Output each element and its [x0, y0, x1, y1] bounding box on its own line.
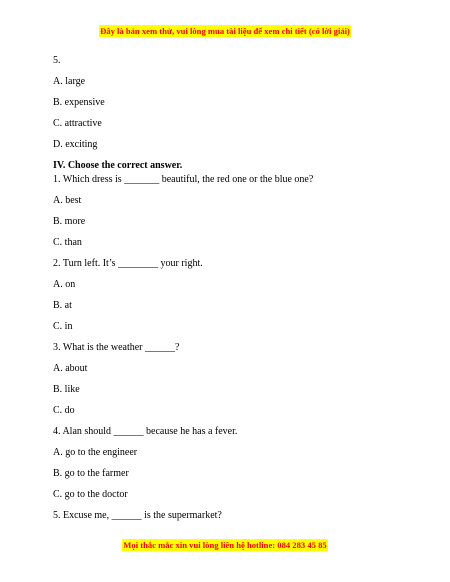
hotline-notice-text: Mọi thắc mắc xin vui lòng liên hệ hotline: 084 283 45 85	[123, 540, 327, 550]
answer-option: C. do	[53, 405, 75, 416]
question-number: 5.	[53, 55, 61, 66]
answer-option: D. exciting	[53, 139, 98, 150]
question-text: 1. Which dress is _______ beautiful, the red one or the blue one?	[53, 174, 314, 185]
answer-option: A. best	[53, 195, 82, 206]
answer-option: A. about	[53, 363, 88, 374]
answer-option: C. in	[53, 321, 73, 332]
answer-option: A. large	[53, 76, 86, 87]
answer-option: C. than	[53, 237, 82, 248]
worksheet-content	[53, 55, 420, 531]
answer-option: C. attractive	[53, 118, 102, 129]
question-text: 4. Alan should ______ because he has a fever.	[53, 426, 238, 437]
hotline-notice-banner	[0, 541, 450, 550]
answer-option: B. at	[53, 300, 72, 311]
section-heading: IV. Choose the correct answer.	[53, 160, 183, 171]
answer-option: B. like	[53, 384, 80, 395]
answer-option: B. more	[53, 216, 86, 227]
question-text: 5. Excuse me, ______ is the supermarket?	[53, 510, 222, 521]
answer-option: B. go to the farmer	[53, 468, 129, 479]
answer-option: B. expensive	[53, 97, 105, 108]
answer-option: A. on	[53, 279, 76, 290]
answer-option: C. go to the doctor	[53, 489, 128, 500]
preview-notice-banner	[0, 27, 450, 36]
question-text: 3. What is the weather ______?	[53, 342, 180, 353]
answer-option: A. go to the engineer	[53, 447, 138, 458]
preview-notice-text: Đây là bản xem thử, vui lòng mua tài liệu để xem chi tiết (có lời giải)	[100, 26, 350, 36]
question-text: 2. Turn left. It’s ________ your right.	[53, 258, 203, 269]
